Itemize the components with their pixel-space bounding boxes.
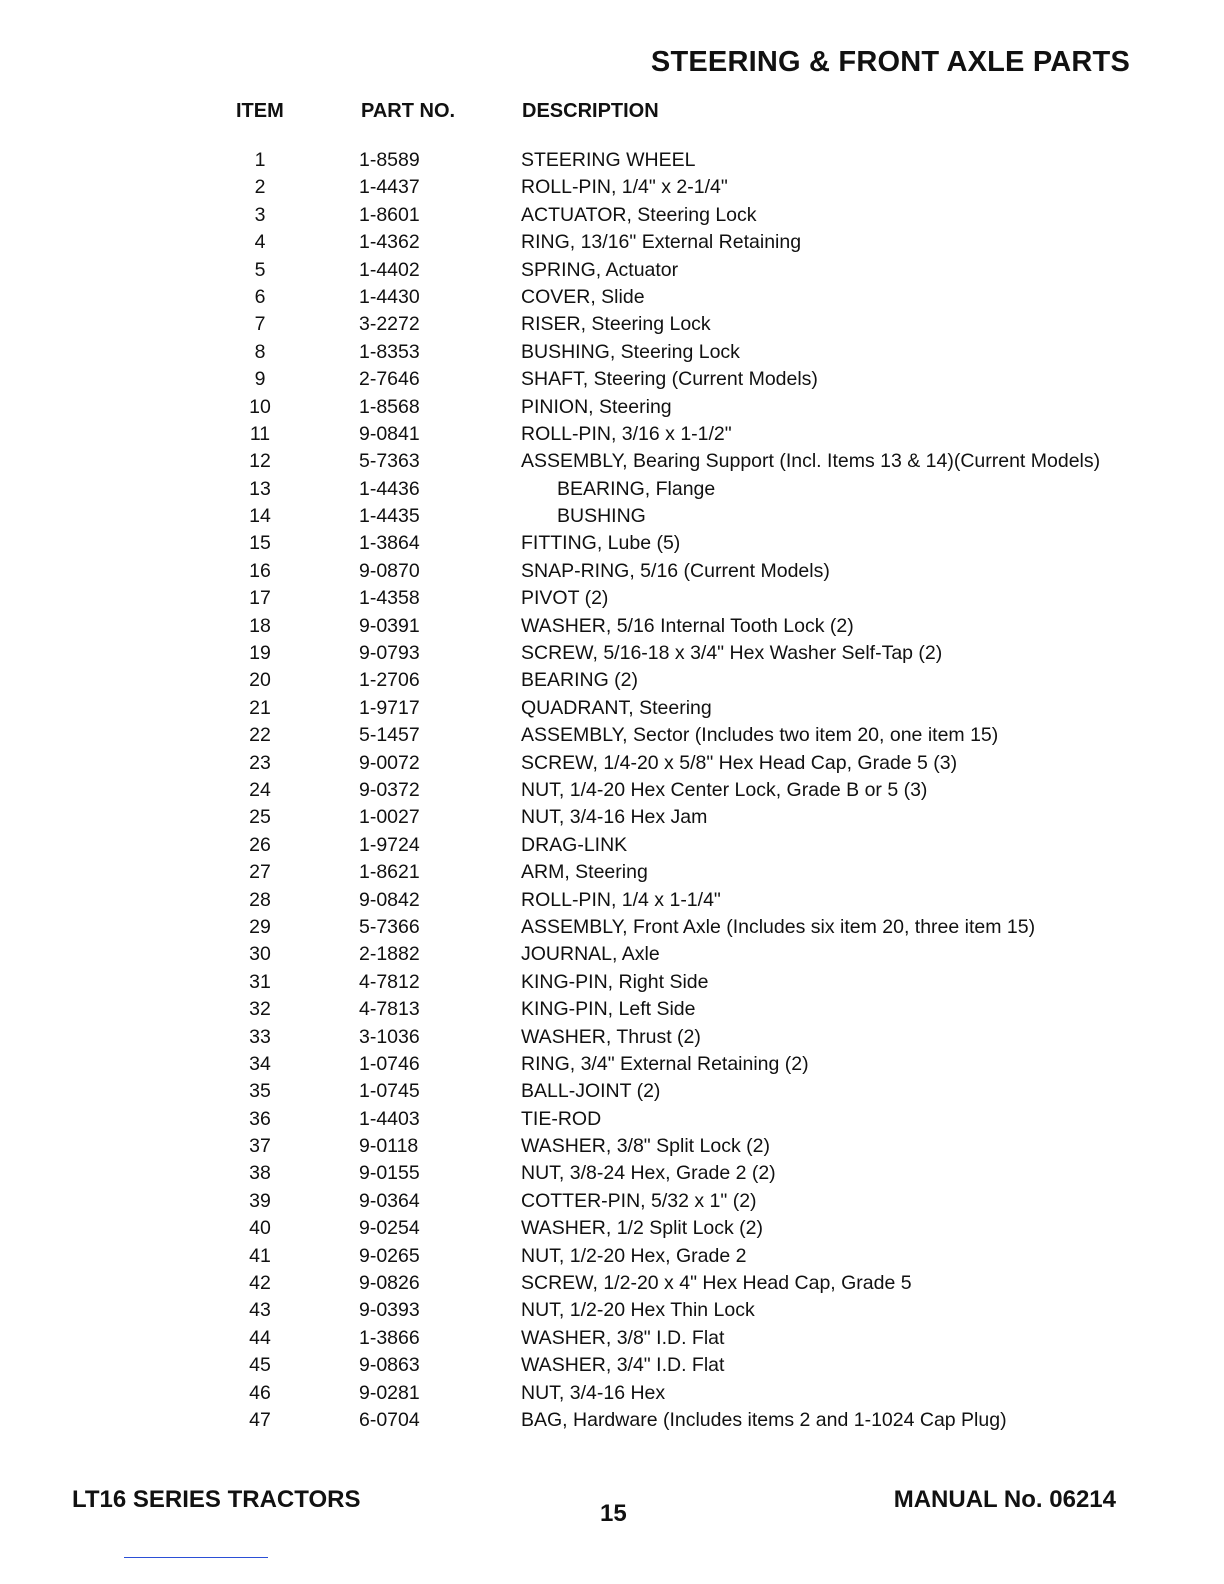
table-row [0, 174, 1224, 201]
part-number: 1-4437 [359, 176, 420, 199]
item-number: 6 [254, 285, 266, 308]
part-description: ROLL-PIN, 1/4" x 2-1/4" [521, 176, 728, 199]
table-row [0, 476, 1224, 503]
item-number: 19 [249, 642, 271, 665]
item-number: 7 [254, 313, 266, 336]
part-number: 1-3866 [359, 1326, 420, 1349]
item-number: 37 [249, 1135, 271, 1158]
table-row [0, 859, 1224, 886]
table-row [0, 202, 1224, 229]
part-description: SCREW, 5/16-18 x 3/4" Hex Washer Self-Tap (2) [521, 642, 943, 665]
item-number: 12 [249, 450, 271, 473]
item-number: 15 [249, 532, 271, 555]
part-number: 9-0842 [359, 888, 420, 911]
part-description: NUT, 1/2-20 Hex, Grade 2 [521, 1244, 747, 1267]
part-description: ARM, Steering [521, 861, 648, 884]
part-description: WASHER, 3/8" Split Lock (2) [521, 1135, 770, 1158]
table-row [0, 777, 1224, 804]
item-number: 2 [254, 176, 266, 199]
part-number: 1-4358 [359, 587, 420, 610]
item-number: 4 [254, 231, 266, 254]
part-description: RING, 3/4" External Retaining (2) [521, 1052, 809, 1075]
part-number: 1-0027 [359, 806, 420, 829]
item-number: 13 [249, 477, 271, 500]
item-number: 8 [254, 340, 266, 363]
item-number: 40 [249, 1217, 271, 1240]
part-number: 1-8621 [359, 861, 420, 884]
table-row [0, 421, 1224, 448]
part-description: SPRING, Actuator [521, 258, 679, 281]
item-number: 23 [249, 751, 271, 774]
part-description: PINION, Steering [521, 395, 672, 418]
table-row [0, 1352, 1224, 1379]
item-number: 30 [249, 943, 271, 966]
table-row [0, 914, 1224, 941]
part-number: 1-4436 [359, 477, 420, 500]
part-description: ASSEMBLY, Bearing Support (Incl. Items 13 & 14)(Current Models) [521, 450, 1101, 473]
part-number: 1-8568 [359, 395, 420, 418]
item-number: 29 [249, 915, 271, 938]
table-row [0, 1078, 1224, 1105]
table-row [0, 1297, 1224, 1324]
part-number: 9-0870 [359, 559, 420, 582]
table-row [0, 147, 1224, 174]
part-number: 1-8353 [359, 340, 420, 363]
part-description: BUSHING [557, 505, 646, 528]
part-number: 5-1457 [359, 724, 420, 747]
part-number: 1-4403 [359, 1107, 420, 1130]
table-row [0, 1133, 1224, 1160]
table-row [0, 1325, 1224, 1352]
table-row [0, 969, 1224, 996]
table-row [0, 1215, 1224, 1242]
table-row [0, 1051, 1224, 1078]
part-number: 9-0391 [359, 614, 420, 637]
table-row [0, 887, 1224, 914]
part-number: 9-0072 [359, 751, 420, 774]
table-row [0, 832, 1224, 859]
part-description: ACTUATOR, Steering Lock [521, 203, 757, 226]
part-number: 9-0793 [359, 642, 420, 665]
item-number: 35 [249, 1080, 271, 1103]
part-number: 1-2706 [359, 669, 420, 692]
part-number: 1-9717 [359, 696, 420, 719]
table-row [0, 667, 1224, 694]
part-description: KING-PIN, Right Side [521, 970, 709, 993]
item-number: 46 [249, 1381, 271, 1404]
part-description: WASHER, 5/16 Internal Tooth Lock (2) [521, 614, 854, 637]
part-description: DRAG-LINK [521, 833, 628, 856]
item-number: 20 [249, 669, 271, 692]
table-row [0, 1188, 1224, 1215]
part-description: NUT, 3/4-16 Hex Jam [521, 806, 708, 829]
table-row [0, 257, 1224, 284]
item-number: 41 [249, 1244, 271, 1267]
table-row [0, 558, 1224, 585]
part-description: ROLL-PIN, 3/16 x 1-1/2" [521, 422, 732, 445]
part-description: ASSEMBLY, Front Axle (Includes six item 20, three item 15) [521, 915, 1036, 938]
table-row [0, 1106, 1224, 1133]
part-number: 4-7812 [359, 970, 420, 993]
item-number: 43 [249, 1299, 271, 1322]
part-description: FITTING, Lube (5) [521, 532, 681, 555]
part-description: NUT, 1/4-20 Hex Center Lock, Grade B or 5 (3) [521, 778, 928, 801]
part-number: 2-7646 [359, 368, 420, 391]
column-header-description: DESCRIPTION [522, 100, 659, 122]
item-number: 36 [249, 1107, 271, 1130]
part-description: BALL-JOINT (2) [521, 1080, 661, 1103]
part-number: 4-7813 [359, 998, 420, 1021]
part-description: NUT, 1/2-20 Hex Thin Lock [521, 1299, 755, 1322]
part-description: ASSEMBLY, Sector (Includes two item 20, one item 15) [521, 724, 999, 747]
table-row [0, 394, 1224, 421]
table-row [0, 311, 1224, 338]
part-description: SNAP-RING, 5/16 (Current Models) [521, 559, 830, 582]
table-row [0, 503, 1224, 530]
item-number: 1 [254, 149, 266, 171]
table-row [0, 613, 1224, 640]
table-row [0, 941, 1224, 968]
part-description: SCREW, 1/4-20 x 5/8" Hex Head Cap, Grade 5 (3) [521, 751, 958, 774]
table-row [0, 284, 1224, 311]
part-description: WASHER, 3/8" I.D. Flat [521, 1326, 725, 1349]
table-row [0, 1243, 1224, 1270]
part-description: SCREW, 1/2-20 x 4" Hex Head Cap, Grade 5 [521, 1272, 912, 1295]
divider [124, 1557, 268, 1558]
part-number: 1-8589 [359, 149, 420, 171]
part-description: STEERING WHEEL [521, 149, 696, 171]
column-header-item: ITEM [236, 100, 284, 122]
part-description: QUADRANT, Steering [521, 696, 712, 719]
part-number: 3-1036 [359, 1025, 420, 1048]
item-number: 22 [249, 724, 271, 747]
item-number: 21 [249, 696, 271, 719]
table-row [0, 530, 1224, 557]
table-row [0, 366, 1224, 393]
item-number: 28 [249, 888, 271, 911]
part-description: WASHER, 3/4" I.D. Flat [521, 1354, 725, 1377]
column-header-part-no: PART NO. [361, 100, 456, 122]
part-number: 5-7366 [359, 915, 420, 938]
part-number: 1-4362 [359, 231, 420, 254]
item-number: 14 [249, 505, 271, 528]
item-number: 26 [249, 833, 271, 856]
part-number: 9-0841 [359, 422, 420, 445]
item-number: 10 [249, 395, 271, 418]
part-description: NUT, 3/8-24 Hex, Grade 2 (2) [521, 1162, 776, 1185]
footer-manual-number: MANUAL No. 06214 [893, 1486, 1116, 1513]
table-row [0, 750, 1224, 777]
part-description: RISER, Steering Lock [521, 313, 711, 336]
part-description: RING, 13/16" External Retaining [521, 231, 802, 254]
page-title: STEERING & FRONT AXLE PARTS [650, 46, 1130, 78]
part-description: BEARING, Flange [557, 477, 716, 500]
part-description: BAG, Hardware (Includes items 2 and 1-1024 Cap Plug) [521, 1408, 1007, 1431]
item-number: 42 [249, 1272, 271, 1295]
footer-series: LT16 SERIES TRACTORS [72, 1486, 361, 1513]
part-number: 9-0118 [359, 1135, 419, 1158]
part-number: 9-0393 [359, 1299, 420, 1322]
item-number: 47 [249, 1408, 271, 1431]
item-number: 24 [249, 778, 271, 801]
part-number: 9-0863 [359, 1354, 420, 1377]
part-number: 6-0704 [359, 1408, 420, 1431]
part-number: 1-0745 [359, 1080, 420, 1103]
part-number: 5-7363 [359, 450, 420, 473]
part-number: 9-0254 [359, 1217, 420, 1240]
table-row [0, 1024, 1224, 1051]
table-row [0, 722, 1224, 749]
part-description: BUSHING, Steering Lock [521, 340, 740, 363]
table-row [0, 996, 1224, 1023]
part-number: 9-0281 [359, 1381, 420, 1404]
part-number: 1-9724 [359, 833, 420, 856]
part-description: ROLL-PIN, 1/4 x 1-1/4" [521, 888, 721, 911]
part-number: 9-0826 [359, 1272, 420, 1295]
parts-list [0, 147, 1224, 1434]
part-number: 9-0372 [359, 778, 420, 801]
item-number: 44 [249, 1326, 271, 1349]
item-number: 38 [249, 1162, 271, 1185]
part-description: WASHER, Thrust (2) [521, 1025, 701, 1048]
table-row [0, 1160, 1224, 1187]
table-row [0, 339, 1224, 366]
table-row [0, 1407, 1224, 1434]
part-number: 9-0265 [359, 1244, 420, 1267]
table-row [0, 448, 1224, 475]
part-description: NUT, 3/4-16 Hex [521, 1381, 666, 1404]
item-number: 18 [249, 614, 271, 637]
part-description: KING-PIN, Left Side [521, 998, 696, 1021]
table-row [0, 585, 1224, 612]
item-number: 25 [249, 806, 271, 829]
item-number: 31 [249, 970, 271, 993]
part-description: WASHER, 1/2 Split Lock (2) [521, 1217, 764, 1240]
item-number: 16 [249, 559, 271, 582]
part-description: COTTER-PIN, 5/32 x 1" (2) [521, 1189, 757, 1212]
part-description: COVER, Slide [521, 285, 645, 308]
table-row [0, 1270, 1224, 1297]
part-description: TIE-ROD [521, 1107, 602, 1130]
table-row [0, 695, 1224, 722]
part-number: 2-1882 [359, 943, 420, 966]
part-description: PIVOT (2) [521, 587, 609, 610]
item-number: 27 [249, 861, 271, 884]
item-number: 33 [249, 1025, 271, 1048]
part-description: BEARING (2) [521, 669, 639, 692]
part-number: 1-8601 [359, 203, 420, 226]
item-number: 3 [254, 203, 266, 226]
table-row [0, 804, 1224, 831]
item-number: 5 [254, 258, 266, 281]
part-number: 9-0364 [359, 1189, 420, 1212]
part-number: 9-0155 [359, 1162, 420, 1185]
item-number: 11 [249, 422, 271, 445]
item-number: 34 [249, 1052, 271, 1075]
item-number: 9 [254, 368, 266, 391]
table-row [0, 640, 1224, 667]
part-number: 1-4435 [359, 505, 420, 528]
table-row [0, 1380, 1224, 1407]
item-number: 32 [249, 998, 271, 1021]
item-number: 39 [249, 1189, 271, 1212]
part-number: 3-2272 [359, 313, 420, 336]
part-description: JOURNAL, Axle [521, 943, 660, 966]
part-number: 1-0746 [359, 1052, 420, 1075]
table-row [0, 229, 1224, 256]
part-number: 1-3864 [359, 532, 420, 555]
page-number: 15 [600, 1500, 627, 1527]
part-number: 1-4430 [359, 285, 420, 308]
part-description: SHAFT, Steering (Current Models) [521, 368, 818, 391]
part-number: 1-4402 [359, 258, 420, 281]
item-number: 17 [249, 587, 271, 610]
item-number: 45 [249, 1354, 271, 1377]
